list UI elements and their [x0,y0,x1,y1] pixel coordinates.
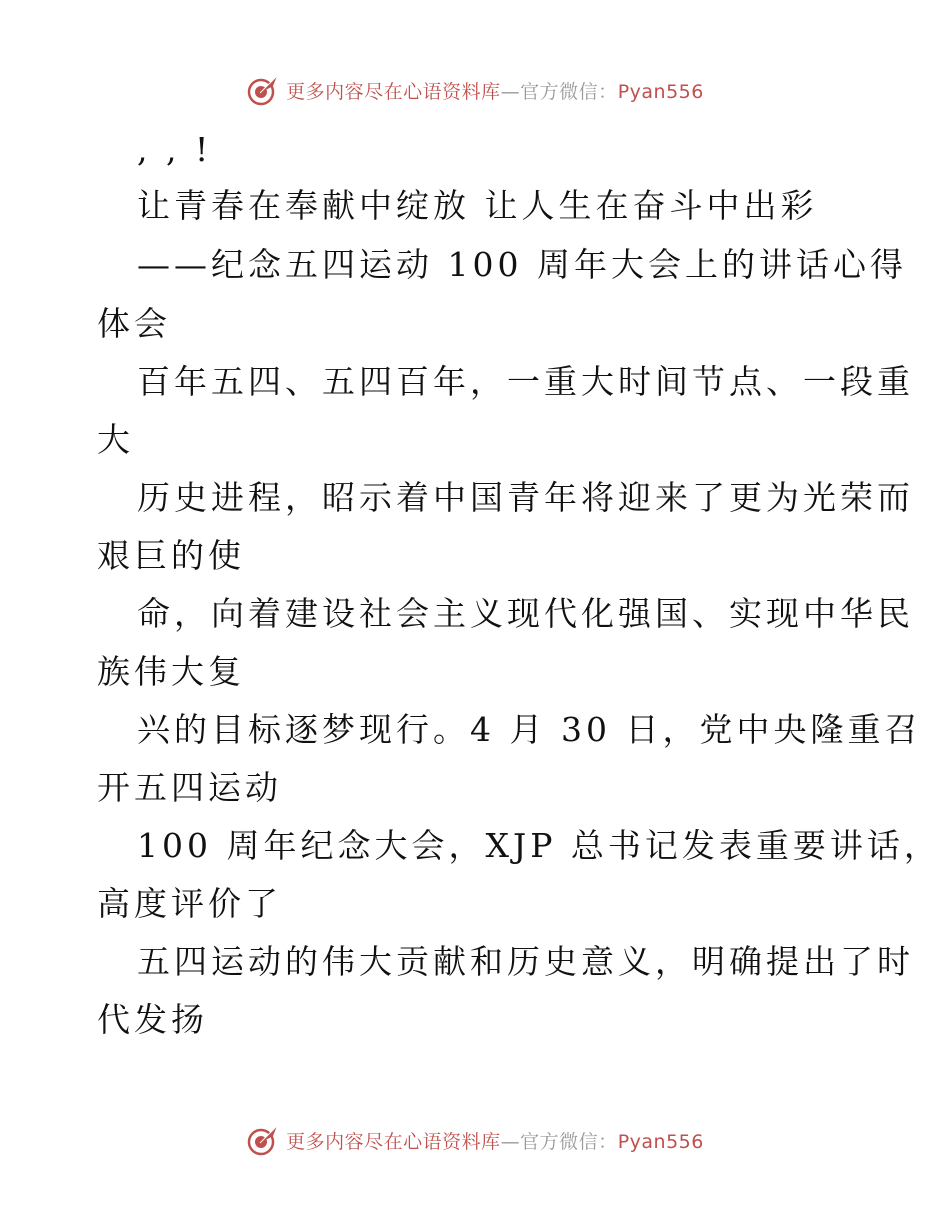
quill-logo-icon [246,1123,280,1157]
text-line: 开五四运动 [97,768,282,807]
header-watermark [0,70,950,110]
watermark-wechat-label: 官方微信： [520,80,618,103]
text-line: 100 周年纪念大会，XJP 总书记发表重要讲话， [137,826,941,865]
text-line: 体会 [97,304,171,343]
watermark-wechat-label: 官方微信： [520,1130,618,1153]
watermark-brand: 更多内容尽在心语资料库 [286,80,501,103]
text-line: , , ! [137,130,213,169]
watermark-brand: 更多内容尽在心语资料库 [286,1130,501,1153]
text-line: 族伟大复 [97,652,245,691]
footer-watermark [0,1120,950,1160]
text-line: 兴的目标逐梦现行。4 月 30 日，党中央隆重召 [137,710,922,749]
text-line: 大 [97,420,134,459]
watermark-wechat-id: Pyan556 [617,80,704,103]
watermark-wechat-id: Pyan556 [617,1130,704,1153]
text-line: 高度评价了 [97,884,282,923]
document-subtitle: ——纪念五四运动 100 周年大会上的讲话心得 [137,245,907,284]
watermark-separator: — [500,1130,521,1153]
watermark-separator: — [500,80,521,103]
text-line: 艰巨的使 [97,536,245,575]
quill-logo-icon [246,73,280,107]
text-line: 百年五四、五四百年，一重大时间节点、一段重 [137,362,914,401]
text-line: 代发扬 [97,1000,208,1039]
text-line: 五四运动的伟大贡献和历史意义，明确提出了时 [137,942,914,981]
text-line: 历史进程，昭示着中国青年将迎来了更为光荣而 [137,478,914,517]
document-title: 让青春在奉献中绽放 让人生在奋斗中出彩 [137,186,818,225]
text-line: 命，向着建设社会主义现代化强国、实现中华民 [137,594,914,633]
